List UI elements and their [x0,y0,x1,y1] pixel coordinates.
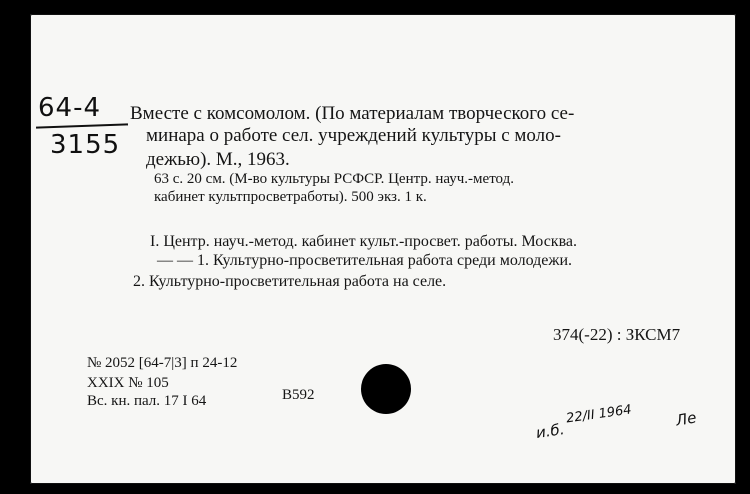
title-line-2: минара о работе сел. учреждений культуры с моло- [146,125,561,146]
subject-heading-2: — — 1. Культурно-просветительная работа среди молодежи. [157,252,572,269]
imprint-line-2: XXIX № 105 [87,375,169,391]
handwritten-initials-left: и.б. [534,420,566,442]
title-line-1: Вместе с комсомолом. (По материалам творческого се- [130,103,575,124]
title-line-3: дежью). М., 1963. [146,149,290,170]
physical-description-line-1: 63 с. 20 см. (М-во культуры РСФСР. Центр. науч.-метод. [154,171,514,187]
imprint-line-1: № 2052 [64-7|3] п 24-12 [87,355,238,371]
imprint-code: В592 [282,387,315,403]
shelfmark-top: 64-4 [38,93,102,123]
classification-code: 374(-22) : ЗКСМ7 [553,325,681,344]
handwritten-date: 22/II 1964 [565,402,633,427]
subject-heading-1: I. Центр. науч.-метод. кабинет культ.-просвет. работы. Москва. [150,233,578,250]
imprint-line-3: Вс. кн. пал. 17 I 64 [87,393,207,409]
shelfmark-bottom: 3155 [50,130,121,160]
handwritten-initials-right: Ле [674,408,698,430]
physical-description-line-2: кабинет культпросветработы). 500 экз. 1 к. [154,189,427,205]
subject-heading-3: 2. Культурно-просветительная работа на селе. [133,273,447,290]
card-punch-hole [361,364,411,414]
